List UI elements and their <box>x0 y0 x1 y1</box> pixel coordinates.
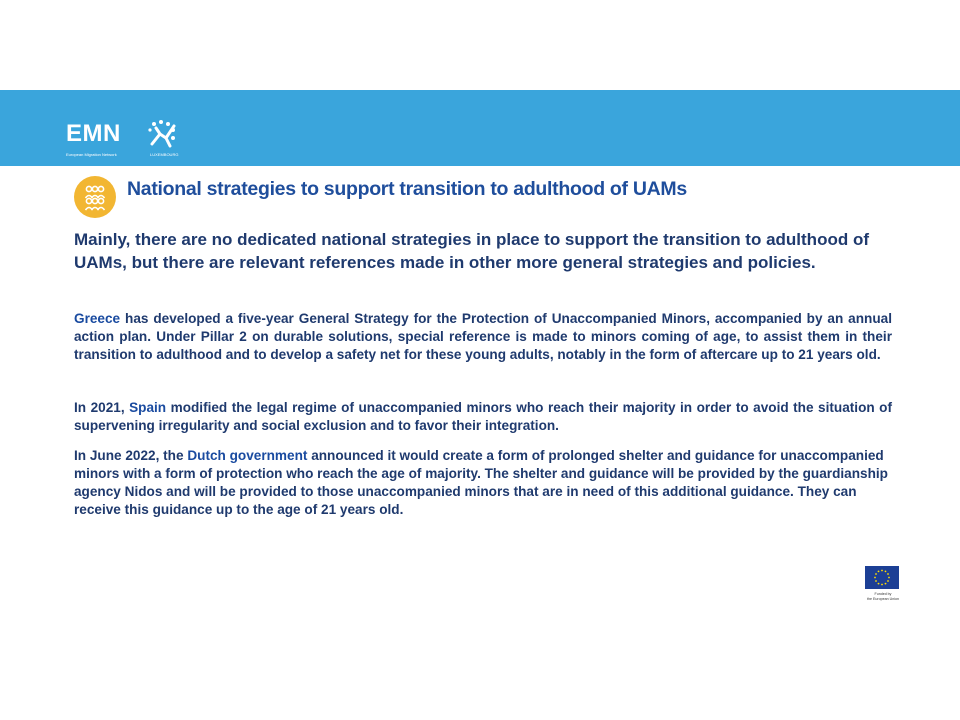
paragraph-prefix: In June 2022, the <box>74 448 188 463</box>
emn-logo <box>66 118 186 162</box>
eu-funding-caption <box>860 592 906 602</box>
paragraph-prefix: In 2021, <box>74 400 130 415</box>
emn-country-label: LUXEMBOURG <box>150 152 179 157</box>
country-highlight: Dutch government <box>187 448 308 463</box>
country-highlight: Greece <box>74 311 121 326</box>
eu-funding-logo <box>860 564 906 614</box>
paragraph-netherlands <box>74 447 892 519</box>
paragraph-spain <box>74 399 892 435</box>
emn-network-label: European Migration Network <box>66 152 117 157</box>
paragraph-body: announced it would create a form of prolonged shelter and guidance for unaccompanied minors with a form of protection who reach the age of majority. The shelter and guidance will be provided by the guardianship agency Nidos and will be provided to those unaccompanied minors that are in need of this additional guidance. They can receive this guidance up to the age of 21 years old. <box>74 448 888 517</box>
eu-caption-line2: the European Union <box>867 597 899 601</box>
emn-stars-icon <box>144 118 180 150</box>
paragraph-body: has developed a five-year General Strategy for the Protection of Unaccompanied Minors, accompanied by an annual action plan. Under Pillar 2 on durable solutions, special reference is made to minors coming of age, to assist them in their transition to adulthood and to develop a safety net for these young adults, notably in the form of aftercare up to 21 years old. <box>74 311 892 362</box>
paragraph-greece <box>74 310 892 364</box>
slide-title: National strategies to support transition to adulthood of UAMs <box>127 178 687 200</box>
intro-text: Mainly, there are no dedicated national strategies in place to support the transition to adulthood of UAMs, but there are relevant references made in other more general strategies and policies. <box>74 230 869 272</box>
eu-flag-icon <box>865 566 899 589</box>
emn-logo-subtitle <box>66 152 179 157</box>
emn-logo-text: EMN <box>66 120 121 147</box>
paragraph-body: modified the legal regime of unaccompanied minors who reach their majority in order to avoid the situation of supervening irregularity and social exclusion and to favor their integration. <box>74 400 892 433</box>
country-highlight: Spain <box>129 400 167 415</box>
people-group-icon <box>74 176 116 218</box>
eu-caption-line1: Funded by <box>874 592 892 596</box>
